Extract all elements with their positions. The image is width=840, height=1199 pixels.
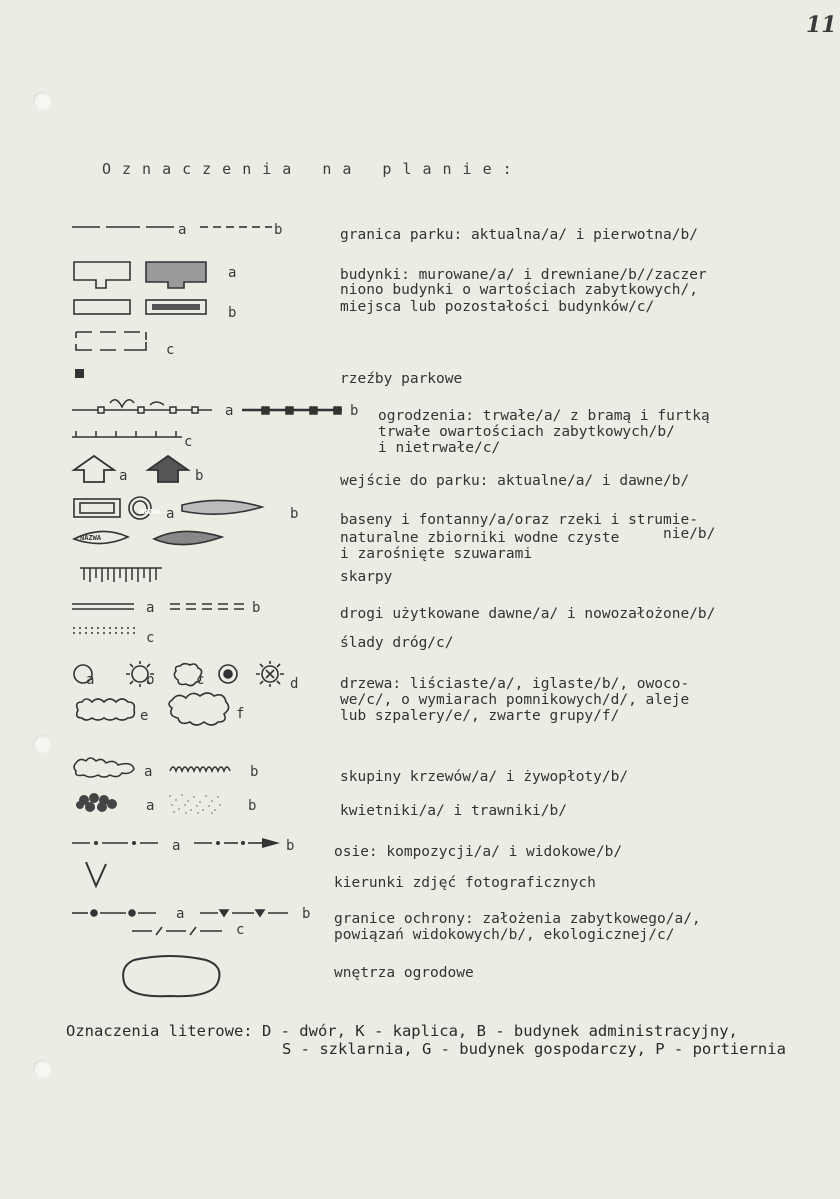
buildings-label-b: b [228, 305, 237, 321]
roads-label-a: a [146, 600, 155, 616]
protection-description-line1: granice ochrony: założenia zabytkowego/a/, [334, 911, 701, 927]
trees-label-e: e [140, 708, 149, 724]
trees-label-f: f [236, 706, 245, 722]
sculptures-description: rzeźby parkowe [340, 371, 463, 387]
letter-codes-line1: Oznaczenia literowe: D - dwór, K - kaplica, B - budynek administracyjny, [66, 1022, 738, 1040]
page-number: 11 [806, 12, 837, 38]
pools-label-b: b [290, 506, 299, 522]
trees-description-line3: lub szpalery/e/, zwarte grupy/f/ [340, 708, 620, 724]
pools-description-line1: baseny i fontanny/a/oraz rzeki i strumie- [340, 512, 698, 528]
protection-boundaries-symbol [72, 905, 302, 939]
shrubs-hedges-symbol [72, 755, 252, 781]
roads-label-b: b [252, 600, 261, 616]
flowerbeds-label-b: b [248, 798, 257, 814]
flowerbeds-description: kwietniki/a/ i trawniki/b/ [340, 803, 567, 819]
buildings-label-c: c [166, 342, 175, 358]
boundary-label-a: a [178, 222, 187, 238]
flowerbeds-label-a: a [146, 798, 155, 814]
fences-description-line3: i nietrwałe/c/ [378, 440, 501, 456]
boundary-label-b: b [274, 222, 283, 238]
entrance-label-b: b [195, 468, 204, 484]
punch-hole [33, 735, 51, 753]
sculpture-symbol [74, 368, 86, 380]
pools-waters-symbol [72, 495, 292, 555]
axes-description: osie: kompozycji/a/ i widokowe/b/ [334, 844, 623, 860]
roads-description: drogi użytkowane dawne/a/ i nowozałożone/b/ [340, 606, 716, 622]
fences-symbol [72, 393, 362, 443]
shrubs-label-b: b [250, 764, 259, 780]
trees-label-b: b [146, 672, 155, 688]
letter-codes-line2: S - szklarnia, G - budynek gospodarczy, P - portiernia [282, 1040, 786, 1058]
buildings-description-line2: niono budynki o wartościach zabytkowych/, [340, 282, 698, 298]
entrance-label-a: a [119, 468, 128, 484]
fences-description-line1: ogrodzenia: trwałe/a/ z bramą i furtką [378, 408, 710, 424]
river-name-label: NAZWA [140, 508, 162, 516]
photo-directions-description: kierunki zdjęć fotograficznych [334, 875, 596, 891]
protection-label-c: c [236, 922, 245, 938]
slopes-description: skarpy [340, 569, 393, 585]
shrubs-description: skupiny krzewów/a/ i żywopłoty/b/ [340, 769, 629, 785]
road-traces-description: ślady dróg/c/ [340, 635, 454, 651]
axes-label-b: b [286, 838, 295, 854]
boundary-description: granica parku: aktualna/a/ i pierwotna/b/ [340, 227, 698, 243]
trees-description-line2: we/c/, o wymiarach pomnikowych/d/, aleje [340, 692, 690, 708]
axes-symbol [72, 836, 292, 850]
park-boundary-symbol [72, 220, 282, 234]
trees-label-d: d [290, 676, 299, 692]
pools-description-line2: naturalne zbiorniki wodne czyste [340, 530, 620, 546]
road-traces-label-c: c [146, 630, 155, 646]
pools-label-a: a [166, 506, 175, 522]
pond-name-label: NAZWA [80, 534, 102, 542]
axes-label-a: a [172, 838, 181, 854]
buildings-label-a: a [228, 265, 237, 281]
trees-label-a: a [86, 672, 95, 688]
fences-label-b: b [350, 403, 359, 419]
protection-label-a: a [176, 906, 185, 922]
entrance-symbol [72, 454, 192, 486]
protection-description-line2: powiązań widokowych/b/, ekologicznej/c/ [334, 927, 675, 943]
trees-label-c: c [196, 672, 205, 688]
punch-hole [33, 92, 51, 110]
pools-description-line3: i zarośnięte szuwarami [340, 546, 533, 562]
entrance-description: wejście do parku: aktualne/a/ i dawne/b/ [340, 473, 690, 489]
trees-description-line1: drzewa: liściaste/a/, iglaste/b/, owoco- [340, 676, 690, 692]
buildings-description-line3: miejsca lub pozostałości budynków/c/ [340, 299, 655, 315]
punch-hole [33, 1060, 51, 1078]
slopes-symbol [78, 562, 164, 584]
fences-label-a: a [225, 403, 234, 419]
fences-description-line2: trwałe owartościach zabytkowych/b/ [378, 424, 675, 440]
shrubs-label-a: a [144, 764, 153, 780]
roads-symbol [72, 598, 272, 642]
page-title: Oznaczenia na planie: [102, 160, 523, 178]
buildings-symbol [72, 260, 212, 360]
buildings-description-line1: budynki: murowane/a/ i drewniane/b//zaczer [340, 267, 707, 283]
fences-label-c: c [184, 434, 193, 450]
garden-interior-symbol [120, 954, 224, 1000]
photo-direction-symbol [84, 860, 110, 890]
trees-symbol [72, 660, 292, 726]
pools-description-line1b: nie/b/ [663, 526, 716, 542]
garden-interiors-description: wnętrza ogrodowe [334, 965, 474, 981]
protection-label-b: b [302, 906, 311, 922]
